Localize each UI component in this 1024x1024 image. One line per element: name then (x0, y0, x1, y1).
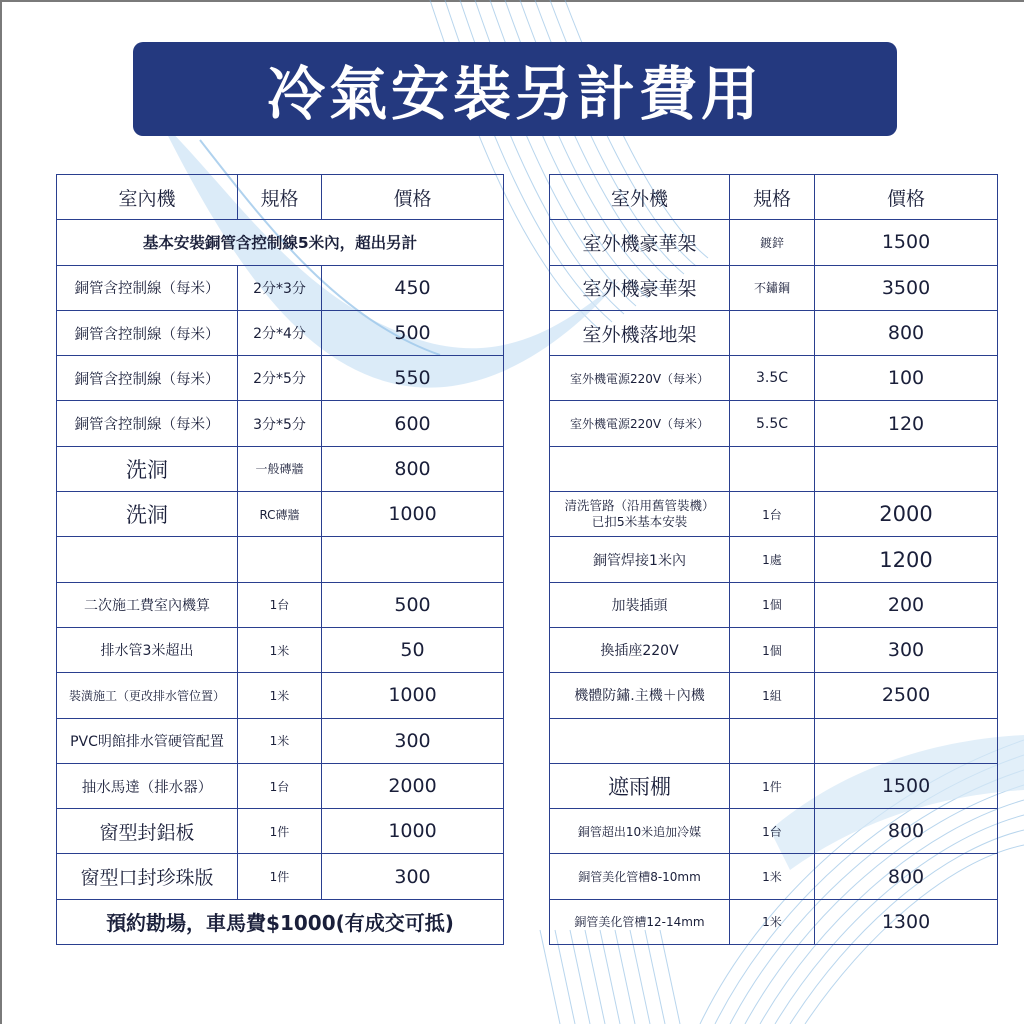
table-row (550, 854, 998, 899)
spec-cell: 1台 (730, 492, 815, 537)
item-cell: 銅管含控制線（每米） (57, 310, 238, 355)
spec-cell (730, 718, 815, 763)
item-cell: 換插座220V (550, 627, 730, 672)
price-cell: 2500 (815, 673, 998, 718)
spec-cell: 1米 (238, 627, 322, 672)
price-cell: 1000 (322, 492, 504, 537)
spec-cell: 2分*3分 (238, 265, 322, 310)
item-cell: 室外機豪華架 (550, 265, 730, 310)
table-row (550, 310, 998, 355)
table-row (550, 537, 998, 582)
price-cell: 300 (815, 627, 998, 672)
table-row (550, 673, 998, 718)
table-row (550, 265, 998, 310)
indoor-price-table (56, 174, 504, 945)
header-price: 價格 (322, 175, 504, 220)
price-cell: 500 (322, 582, 504, 627)
table-row (57, 446, 504, 491)
header-indoor: 室內機 (57, 175, 238, 220)
spec-cell: 2分*5分 (238, 356, 322, 401)
spec-cell: 1米 (238, 718, 322, 763)
item-cell: 二次施工費室內機算 (57, 582, 238, 627)
price-cell: 600 (322, 401, 504, 446)
item-cell: 銅管焊接1米內 (550, 537, 730, 582)
price-cell: 200 (815, 582, 998, 627)
price-cell: 1000 (322, 673, 504, 718)
spec-cell: 2分*4分 (238, 310, 322, 355)
spec-cell: 不鏽鋼 (730, 265, 815, 310)
price-cell: 100 (815, 356, 998, 401)
price-cell: 500 (322, 310, 504, 355)
price-cell: 1000 (322, 809, 504, 854)
page-title: 冷氣安裝另計費用 (266, 60, 763, 128)
price-cell: 1500 (815, 763, 998, 808)
header-spec: 規格 (730, 175, 815, 220)
item-cell: 機體防鏽.主機＋內機 (550, 673, 730, 718)
table-row (550, 356, 998, 401)
price-cell: 50 (322, 627, 504, 672)
spec-cell: 1米 (238, 673, 322, 718)
spec-cell: 3.5C (730, 356, 815, 401)
spec-cell: 1米 (730, 899, 815, 944)
table-row (57, 401, 504, 446)
table-row-empty (550, 718, 998, 763)
item-cell: 室外機電源220V（每米） (550, 401, 730, 446)
spec-cell: 1組 (730, 673, 815, 718)
price-cell: 1300 (815, 899, 998, 944)
price-cell: 2000 (322, 763, 504, 808)
item-cell: 抽水馬達（排水器） (57, 763, 238, 808)
item-cell: 洗洞 (57, 492, 238, 537)
spec-cell (730, 446, 815, 491)
item-cell: 遮雨棚 (550, 763, 730, 808)
price-cell: 2000 (815, 492, 998, 537)
header-spec: 規格 (238, 175, 322, 220)
price-cell: 800 (815, 310, 998, 355)
table-header-row (57, 175, 504, 220)
item-cell: 窗型口封珍珠版 (57, 854, 238, 899)
table-footer-row (57, 899, 504, 944)
table-row-empty (550, 446, 998, 491)
item-cell: 銅管美化管槽8-10mm (550, 854, 730, 899)
price-cell: 300 (322, 718, 504, 763)
table-row (57, 673, 504, 718)
item-cell: 窗型封鋁板 (57, 809, 238, 854)
spec-cell: 3分*5分 (238, 401, 322, 446)
outdoor-price-table (549, 174, 998, 945)
table-row (57, 854, 504, 899)
header-outdoor: 室外機 (550, 175, 730, 220)
price-cell (815, 446, 998, 491)
table-row-empty (57, 537, 504, 582)
table-row (550, 627, 998, 672)
price-cell (815, 718, 998, 763)
spec-cell: 1米 (730, 854, 815, 899)
spec-cell: 1件 (730, 763, 815, 808)
table-row (550, 220, 998, 265)
price-cell: 1200 (815, 537, 998, 582)
table-row (57, 718, 504, 763)
price-cell: 550 (322, 356, 504, 401)
table-row (550, 582, 998, 627)
spec-cell (238, 537, 322, 582)
price-cell: 3500 (815, 265, 998, 310)
table-row (57, 582, 504, 627)
price-cell: 450 (322, 265, 504, 310)
spec-cell: 1台 (730, 809, 815, 854)
spec-cell (730, 310, 815, 355)
spec-cell: 1個 (730, 627, 815, 672)
table-row (550, 492, 998, 537)
table-row (57, 356, 504, 401)
item-cell (550, 492, 730, 537)
spec-cell: 一般磚牆 (238, 446, 322, 491)
header-price: 價格 (815, 175, 998, 220)
item-cell: 室外機豪華架 (550, 220, 730, 265)
item-cell: 洗洞 (57, 446, 238, 491)
item-cell: 室外機電源220V（每米） (550, 356, 730, 401)
price-cell: 1500 (815, 220, 998, 265)
price-cell: 300 (322, 854, 504, 899)
item-cell: 銅管超出10米追加冷媒 (550, 809, 730, 854)
table-row (57, 492, 504, 537)
item-cell (550, 446, 730, 491)
price-cell: 120 (815, 401, 998, 446)
price-cell: 800 (815, 854, 998, 899)
item-cell: 銅管含控制線（每米） (57, 356, 238, 401)
table-row (57, 809, 504, 854)
item-cell: 銅管美化管槽12-14mm (550, 899, 730, 944)
table-row (550, 763, 998, 808)
table-row (57, 265, 504, 310)
title-banner (133, 42, 897, 136)
item-cell: 室外機落地架 (550, 310, 730, 355)
spec-cell: 鍍鋅 (730, 220, 815, 265)
table-row (57, 310, 504, 355)
table-header-row (550, 175, 998, 220)
spec-cell: 1處 (730, 537, 815, 582)
table-row (57, 627, 504, 672)
spec-cell: 1台 (238, 582, 322, 627)
site-visit-fee-note: 預約勘場，車馬費$1000(有成交可抵) (57, 899, 504, 944)
item-cell: 銅管含控制線（每米） (57, 401, 238, 446)
table-row (550, 809, 998, 854)
item-cell: 加裝插頭 (550, 582, 730, 627)
table-row (57, 220, 504, 265)
item-cell: 排水管3米超出 (57, 627, 238, 672)
spec-cell: 1件 (238, 854, 322, 899)
price-cell (322, 537, 504, 582)
table-row (57, 763, 504, 808)
item-cell: 銅管含控制線（每米） (57, 265, 238, 310)
spec-cell: RC磚牆 (238, 492, 322, 537)
spec-cell: 5.5C (730, 401, 815, 446)
table-row (550, 899, 998, 944)
price-cell: 800 (815, 809, 998, 854)
item-cell (57, 537, 238, 582)
spec-cell: 1個 (730, 582, 815, 627)
spec-cell: 1件 (238, 809, 322, 854)
price-cell: 800 (322, 446, 504, 491)
item-line: 已扣5米基本安裝 (591, 514, 688, 530)
spec-cell: 1台 (238, 763, 322, 808)
item-cell (550, 718, 730, 763)
table-row (550, 401, 998, 446)
item-cell: 裝潢施工（更改排水管位置） (57, 673, 238, 718)
basic-install-note: 基本安裝銅管含控制線5米內，超出另計 (57, 220, 504, 265)
item-line: 清洗管路（沿用舊管裝機） (564, 498, 715, 514)
item-cell: PVC明館排水管硬管配置 (57, 718, 238, 763)
